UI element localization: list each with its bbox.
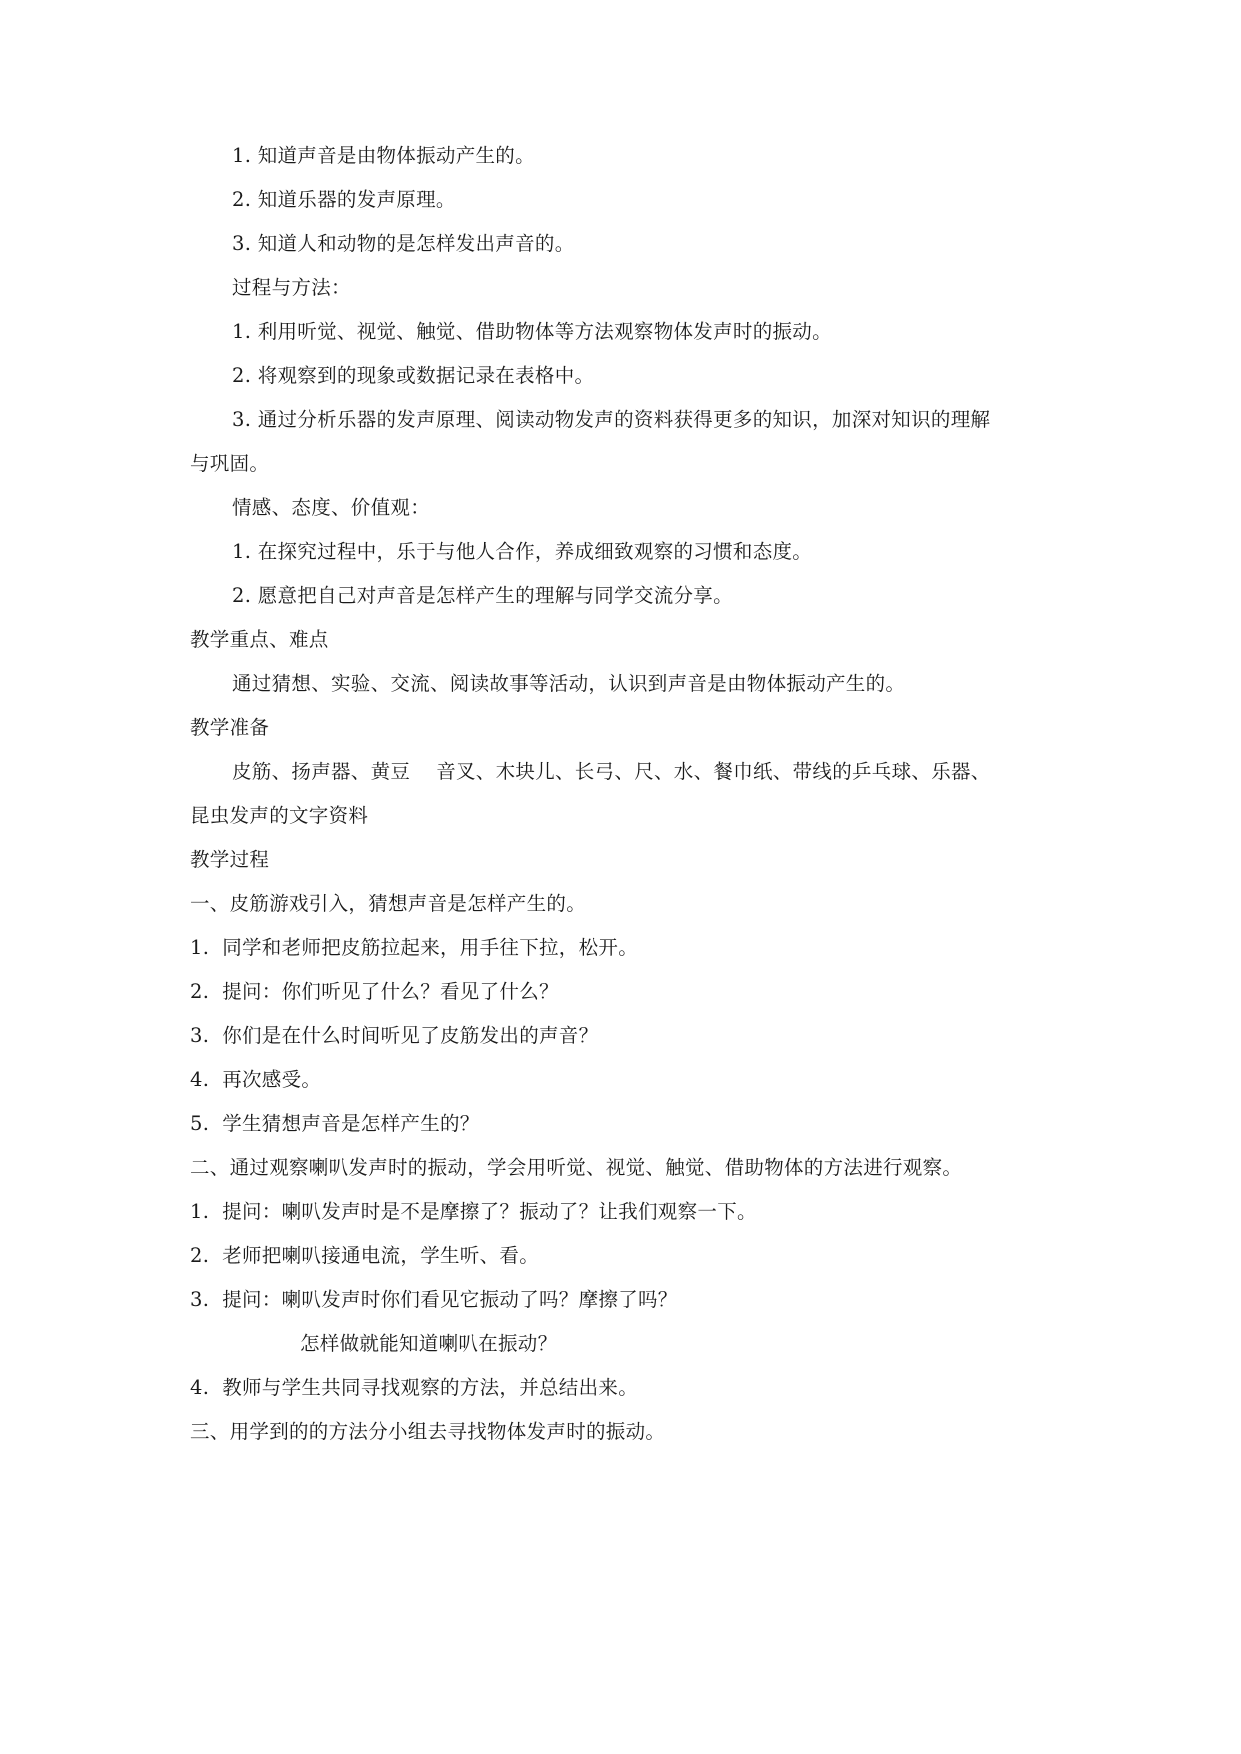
step-one-item-1: 1. 同学和老师把皮筋拉起来，用手往下拉，松开。: [190, 936, 639, 959]
objective-knowledge-1: 1. 知道声音是由物体振动产生的。: [232, 144, 535, 167]
preparation-materials: 皮筋、扬声器、黄豆 音叉、木块儿、长弓、尺、水、餐巾纸、带线的乒乓球、乐器、: [232, 760, 991, 783]
objective-knowledge-3: 3. 知道人和动物的是怎样发出声音的。: [232, 232, 575, 255]
section-process-methods: 过程与方法：: [232, 276, 351, 299]
step-two-item-2: 2. 老师把喇叭接通电流，学生听、看。: [190, 1244, 540, 1267]
preparation-materials-continued: 昆虫发声的文字资料: [190, 804, 369, 827]
section-attitude-values: 情感、态度、价值观：: [232, 496, 431, 519]
heading-key-points: 教学重点、难点: [190, 628, 329, 651]
objective-knowledge-2: 2. 知道乐器的发声原理。: [232, 188, 456, 211]
step-three-heading: 三、用学到的的方法分小组去寻找物体发声时的振动。: [190, 1420, 666, 1443]
heading-preparation: 教学准备: [190, 716, 270, 739]
step-two-item-3: 3. 提问：喇叭发声时你们看见它振动了吗？摩擦了吗？: [190, 1288, 678, 1311]
step-two-heading: 二、通过观察喇叭发声时的振动，学会用听觉、视觉、触觉、借助物体的方法进行观察。: [190, 1156, 963, 1179]
attitude-value-1: 1. 在探究过程中，乐于与他人合作，养成细致观察的习惯和态度。: [232, 540, 813, 563]
key-points-text: 通过猜想、实验、交流、阅读故事等活动，认识到声音是由物体振动产生的。: [232, 672, 906, 695]
process-method-1: 1. 利用听觉、视觉、触觉、借助物体等方法观察物体发声时的振动。: [232, 320, 832, 343]
heading-teaching-process: 教学过程: [190, 848, 270, 871]
step-one-item-3: 3. 你们是在什么时间听见了皮筋发出的声音？: [190, 1024, 599, 1047]
step-one-item-5: 5. 学生猜想声音是怎样产生的？: [190, 1112, 480, 1135]
step-two-item-4: 4. 教师与学生共同寻找观察的方法，并总结出来。: [190, 1376, 639, 1399]
process-method-2: 2. 将观察到的现象或数据记录在表格中。: [232, 364, 595, 387]
process-method-3: 3. 通过分析乐器的发声原理、阅读动物发声的资料获得更多的知识，加深对知识的理解: [232, 408, 991, 431]
step-two-item-1: 1. 提问：喇叭发声时是不是摩擦了？振动了？让我们观察一下。: [190, 1200, 757, 1223]
step-one-item-4: 4. 再次感受。: [190, 1068, 322, 1091]
step-one-item-2: 2. 提问：你们听见了什么？看见了什么？: [190, 980, 559, 1003]
step-two-item-3-followup: 怎样做就能知道喇叭在振动？: [300, 1332, 558, 1355]
attitude-value-2: 2. 愿意把自己对声音是怎样产生的理解与同学交流分享。: [232, 584, 733, 607]
process-method-3-continued: 与巩固。: [190, 452, 270, 475]
step-one-heading: 一、皮筋游戏引入，猜想声音是怎样产生的。: [190, 892, 587, 915]
